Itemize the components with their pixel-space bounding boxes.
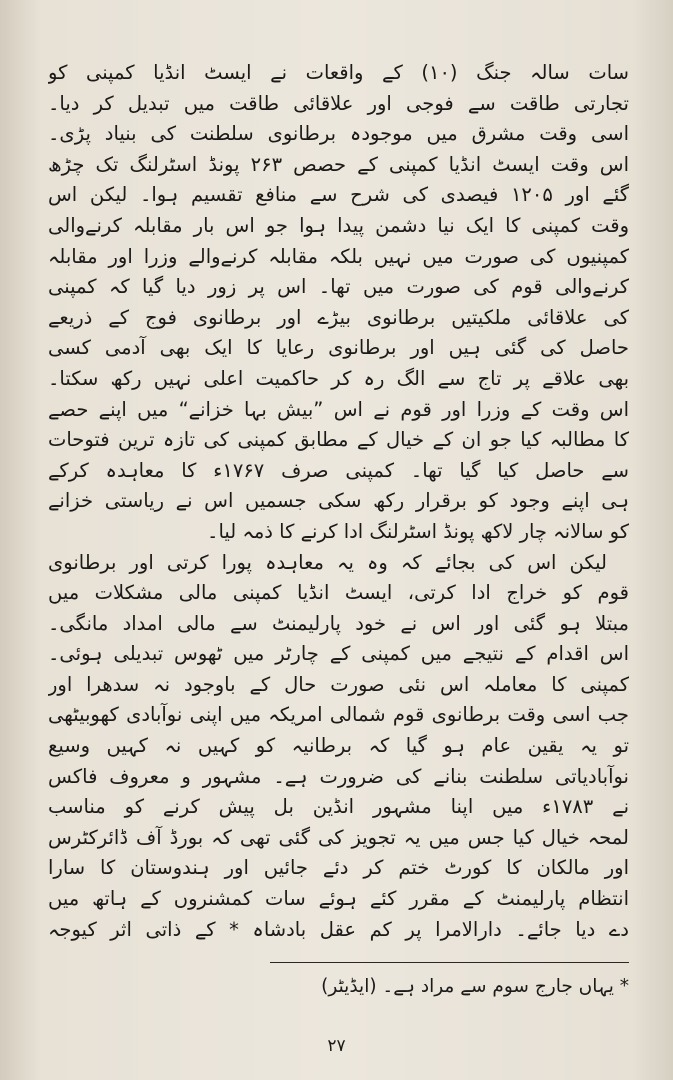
text-line: نے ۱۷۸۳ء میں اپنا مشہور انڈین بل پیش کرنے کو مناسب bbox=[48, 795, 629, 819]
text-line: حاصل کی گئی ہیں اور برطانوی رعایا کا ایک بھی آدمی کسی bbox=[48, 336, 629, 360]
footnote-divider bbox=[270, 962, 629, 963]
text-line: کمپنی کا معاملہ اس نئی صورت حال کے باوجود نہ سدھرا اور bbox=[48, 672, 629, 696]
text-line: نوآبادیاتی سلطنت بنانے کی ضرورت ہے۔ مشہور و معروف فاکس bbox=[48, 764, 629, 788]
text-line: وقت کمپنی کا ایک نیا دشمن پیدا ہوا جو اس بار مقابلہ کرنےوالی bbox=[48, 213, 629, 237]
text-line: اس اقدام کے نتیجے میں کمپنی کے چارٹر میں ٹھوس تبدیلی ہوئی۔ bbox=[48, 642, 629, 666]
body-text bbox=[48, 58, 629, 945]
text-line: اس وقت کے وزرا اور قوم نے اس ”بیش بہا خزانے“ میں اپنے حصے bbox=[48, 397, 629, 421]
text-line: کو سالانہ چار لاکھ پونڈ اسٹرلنگ ادا کرنے کا ذمہ لیا۔ bbox=[207, 519, 629, 543]
text-line: انتظام پارلیمنٹ کے مقرر کئے ہوئے سات کمشنروں کے ہاتھ میں bbox=[48, 887, 629, 911]
text-line: جب اسی وقت برطانوی قوم شمالی امریکہ میں اپنی نوآبادی کھوبیٹھی bbox=[48, 703, 629, 727]
text-line: لمحہ خیال کیا جس میں یہ تجویز کی گئی تھی کہ بورڈ آف ڈائرکٹرس bbox=[48, 825, 629, 849]
text-line: کی علاقائی ملکیتیں برطانوی بیڑے اور برطانوی فوج کے ذریعے bbox=[48, 305, 629, 329]
text-line: دے دیا جائے۔ دارالامرا پر کم عقل بادشاہ * کے ذاتی اثر کیوجہ bbox=[48, 917, 629, 941]
page-number: ۲۷ bbox=[327, 1036, 346, 1056]
footnote: * یہاں جارج سوم سے مراد ہے۔ (ایڈیٹر) bbox=[321, 976, 629, 997]
text-line: کا مطالبہ کیا جو ان کے خیال کے مطابق کمپنی کی تازہ ترین فتوحات bbox=[48, 428, 629, 452]
text-line: کمپنیوں کی صورت میں نہیں بلکہ مقابلہ کرنےوالے وزرا اور مقابلہ bbox=[48, 244, 629, 268]
text-line: تجارتی طاقت سے فوجی اور علاقائی طاقت میں تبدیل کر دیا۔ bbox=[48, 91, 629, 115]
text-line: لیکن اس کی بجائے کہ وہ یہ معاہدہ پورا کرتی اور برطانوی bbox=[48, 550, 607, 574]
text-line: اس وقت ایسٹ انڈیا کمپنی کے حصص ۲۶۳ پونڈ اسٹرلنگ تک چڑھ bbox=[48, 152, 629, 176]
text-line: ہی اپنے وجود کو برقرار رکھ سکی جسمیں اس نے ریاستی خزانے bbox=[48, 489, 629, 513]
text-line: تو یہ یقین عام ہو گیا کہ برطانیہ کو کہیں نہ کہیں وسیع bbox=[48, 734, 629, 758]
text-line: اسی وقت مشرق میں موجودہ برطانوی سلطنت کی بنیاد پڑی۔ bbox=[48, 122, 629, 146]
text-line: سے حاصل کیا گیا تھا۔ کمپنی صرف ۱۷۶۷ء کا معاہدہ کرکے bbox=[48, 458, 629, 482]
text-line: کرنےوالی قوم کی صورت میں تھا۔ اس پر زور دیا گیا کہ کمپنی bbox=[48, 275, 629, 299]
text-line: قوم کو خراج ادا کرتی، ایسٹ انڈیا کمپنی مالی مشکلات میں bbox=[48, 581, 629, 605]
text-line: اور مالکان کا کورٹ ختم کر دئے جائیں اور ہندوستان کا سارا bbox=[48, 856, 629, 880]
text-line: مبتلا ہو گئی اور اس نے خود پارلیمنٹ سے مالی امداد مانگی۔ bbox=[48, 611, 629, 635]
text-line: سات سالہ جنگ (۱۰) کے واقعات نے ایسٹ انڈیا کمپنی کو bbox=[48, 61, 629, 84]
text-line: بھی علاقے پر تاج سے الگ رہ کر حاکمیت اعلی نہیں رکھ سکتا۔ bbox=[48, 366, 629, 390]
text-line: گئے اور ۱۲۰۵ فیصدی کی شرح سے منافع تقسیم ہوا۔ لیکن اس bbox=[48, 183, 629, 207]
